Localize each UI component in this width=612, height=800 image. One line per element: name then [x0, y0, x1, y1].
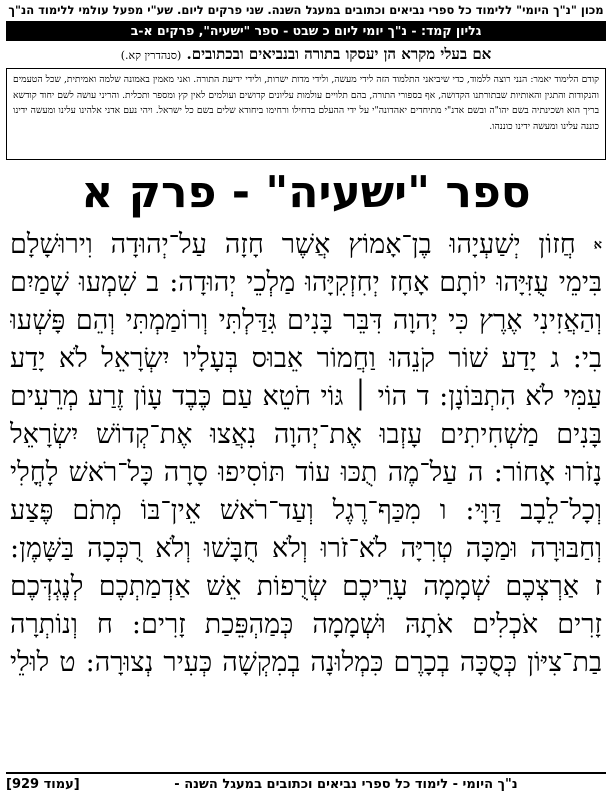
verse-text: בִּימֵי עֻזִּיָּהוּ יוֹתָם אָחָז יְחִזְקִיָּהוּ מַלְכֵי יְהוּדָה: ב שִׁמְעוּ שָׁמַיִם [10, 267, 602, 298]
talmud-quote [6, 42, 606, 66]
verse-text: וְהַאֲזִינִי אֶרֶץ כִּי יְהוָה דִּבֵּר בָּנִים גִּדַּלְתִּי וְרוֹמַמְתִּי וְהֵם פָּשְׁעוּ [10, 305, 602, 336]
prayer-box: קודם הלימוד יאמר: הנני רוצה ללמוד, כדי שיביאני התלמוד הזה לידי מעשה, ולידי מדות ישרות, ולידי ידיעת התורה. ואני מאמין באמונה שלמה ואמיתית, שכל הטעמים והנקודות והתגין והאותיות שבתורתנו הקדושה, אף בספורי התורה, בהם תלויים עולמות עליונים קדושים ועולמים לאין קץ ומספר ותכלית. והריני עושה לשם יחוד קודשא בריך הוא ושכינתיה בשם יהו"ה ובשם אדנ"י מתיחדים יאהדונה"י על ידי ההעלם בדחילו ורחימו ביחודא שלים בשם כל ישראל. ויהי נעם אדני אלהינו עלינו ומעשה ידינו כוננה עלינו ומעשה ידינו כוננהו. [6, 68, 606, 160]
verse-line [10, 492, 602, 530]
verse-text: ז אַרְצְכֶם שְׁמָמָה עָרֵיכֶם שְׂרֻפוֹת אֵשׁ אַדְמַתְכֶם לְנֶגְדְּכֶם [10, 571, 602, 602]
verse-text: בָּנִים מַשְׁחִיתִים עָזְבוּ אֶת־יְהוָה נִאֲצוּ אֶת־קְדוֹשׁ יִשְׂרָאֵל [10, 419, 602, 450]
verse-line [10, 606, 602, 644]
verse-line [10, 644, 602, 682]
verse-line [10, 416, 602, 454]
scripture-text [10, 226, 602, 682]
chapter-title: ספר "ישעיה" - פרק א [81, 167, 531, 218]
quote-source: (סנהדרין קא.) [120, 49, 182, 62]
verse-text: זָרִים אֹכְלִים אֹתָהּ וּשְׁמָמָה כְּמַהְפֵּכַת זָרִים: ח וְנוֹתְרָה [10, 609, 602, 640]
verse-text: עַמִּי לֹא הִתְבּוֹנָן: ד הוֹי ׀ גּוֹי חֹטֵא עַם כֶּבֶד עָוֹן זֶרַע מְרֵעִים [10, 381, 602, 412]
page-number: [עמוד 929] [6, 777, 80, 792]
verse-number: א [593, 237, 602, 253]
publisher-line: מכון "נ"ך היומי" ללימוד כל ספרי נביאים וכתובים במעגל השנה. שני פרקים ליום. שע"י מפעל עולמי ללימוד הנ"ך [8, 3, 604, 17]
verse-text: בַת־צִיּוֹן כְּסֻכָּה בְכָרֶם כִּמְלוּנָה בְמִקְשָׁה כְּעִיר נְצוּרָה: ט לוּלֵי [10, 647, 602, 678]
quote-text: אם בעלי מקרא הן יעסקו בתורה ובנביאים ובכתובים. [186, 45, 492, 63]
verse-line [10, 302, 602, 340]
verse-line [10, 226, 602, 264]
footer [6, 772, 606, 796]
footer-text: נ"ך היומי - לימוד כל ספרי נביאים וכתובים במעגל השנה - [174, 777, 518, 792]
verse-text: וְכָל־לֵבָב דַּוָּי: ו מִכַּף־רֶגֶל וְעַד־רֹאשׁ אֵין־בּוֹ מְתֹם פֶּצַע [10, 495, 602, 526]
verse-line [10, 530, 602, 568]
issue-bar: גליון קמד: - נ"ך יומי ליום כ שבט - ספר "ישעיה", פרקים א-ב [6, 21, 606, 41]
verse-text: בִי: ג יָדַע שׁוֹר קֹנֵהוּ וַחֲמוֹר אֵבוּס בְּעָלָיו יִשְׂרָאֵל לֹא יָדַע [10, 343, 602, 374]
verse-line [10, 378, 602, 416]
verse-text: נָזֹרוּ אָחוֹר: ה עַל־מֶה תֻכּוּ עוֹד תּוֹסִיפוּ סָרָה כָּל־רֹאשׁ לָחֳלִי [10, 457, 602, 488]
verse-line [10, 264, 602, 302]
verse-line [10, 454, 602, 492]
verse-text: חֲזוֹן יְשַׁעְיָהוּ בֶן־אָמוֹץ אֲשֶׁר חָזָה עַל־יְהוּדָה וִירוּשָׁלָם [10, 229, 576, 260]
verse-line [10, 340, 602, 378]
verse-line [10, 568, 602, 606]
verse-text: וְחַבּוּרָה וּמַכָּה טְרִיָּה לֹא־זֹרוּ וְלֹא חֻבָּשׁוּ וְלֹא רֻכְּכָה בַּשָּׁמֶן: [10, 533, 602, 564]
